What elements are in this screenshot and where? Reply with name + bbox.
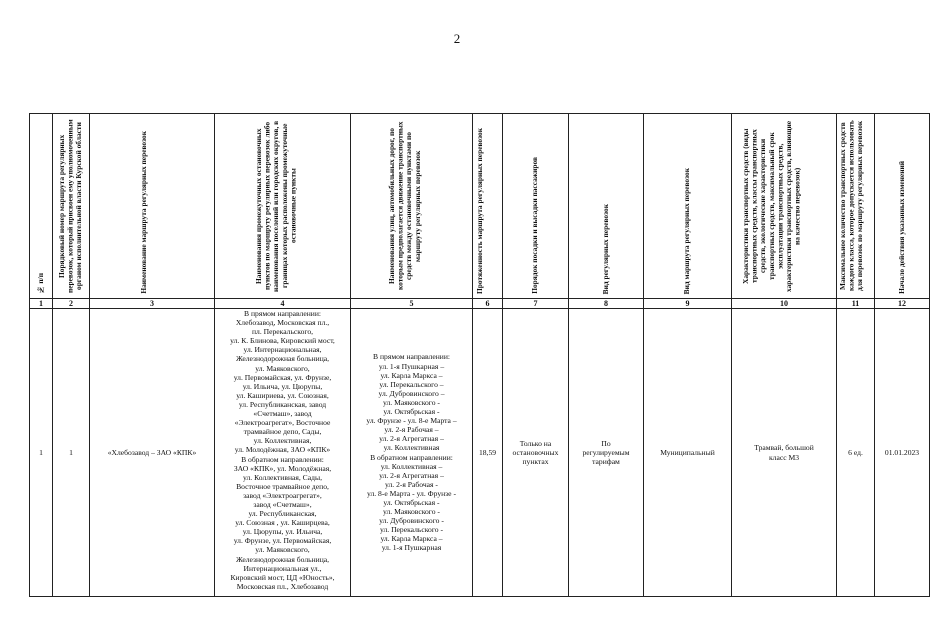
stops-line: пл. Перекальского, (251, 327, 314, 337)
streets-line: ул. Коллективная (383, 443, 440, 453)
stops-line: завод «Электроагрегат», (243, 490, 322, 500)
streets-line: ул. Карла Маркса – (380, 534, 443, 544)
header-cell-3: Наименование маршрута регулярных перевозок (90, 114, 215, 299)
column-number: 3 (90, 299, 215, 309)
streets-line: В прямом направлении: (373, 352, 450, 362)
header-cell-7: Порядок посадки и высадки пассажиров (503, 114, 569, 299)
stops-line: ул. Маяковского, (255, 545, 310, 555)
stops-line: ул. Коллективная, Сады, (243, 472, 322, 482)
stops-line: Железнодорожная больница, (235, 354, 330, 364)
stops-line: ул. Цюрупы, ул. Ильича, (242, 527, 323, 537)
column-number: 7 (503, 299, 569, 309)
header-cell-12: Начало действия указанных изменений (875, 114, 930, 299)
stops-line: ул. К. Блинова, Кировский мост, (230, 336, 335, 346)
column-number: 2 (53, 299, 90, 309)
streets-list (351, 352, 472, 552)
header-cell-5: Наименования улиц, автомобильных дорог, по которым предполагается движение транспортных средств между остановочными пунктами по маршруту регулярных перевозок (351, 114, 473, 299)
stops-line: «Электроагрегат», Восточное (234, 418, 331, 428)
header-cell-8: Вид регулярных перевозок (569, 114, 644, 299)
stops-line: ул. Республиканская, (248, 509, 317, 519)
route-length-cell (473, 309, 503, 597)
stops-line: «Счетмаш», завод (253, 409, 312, 419)
page-number: 2 (453, 31, 461, 46)
stops-cell (215, 309, 351, 597)
stops-line: Восточное трамвайное депо, (236, 481, 329, 491)
column-number-row (30, 299, 930, 309)
stops-line: ул. Кашириева, ул. Союзная, (236, 390, 329, 400)
table-row (30, 309, 930, 597)
stops-line: Железнодорожная больница, (235, 554, 330, 564)
column-number: 5 (351, 299, 473, 309)
stops-line: ул. Первомайская, ул. Фрунзе, (233, 372, 332, 382)
streets-line: ул. Дубровинского - (379, 516, 444, 526)
stops-line: завод «Счетмаш», (253, 499, 312, 509)
transport-kind-cell (569, 309, 644, 597)
header-cell-9: Вид маршрута регулярных перевозок (644, 114, 732, 299)
stops-line: Интернациональная ул., (243, 563, 322, 573)
streets-line: ул. 1-я Пушкарная – (378, 361, 445, 371)
column-number: 8 (569, 299, 644, 309)
column-number: 6 (473, 299, 503, 309)
streets-line: ул. Карла Маркса – (380, 370, 443, 380)
stops-line: Московская пл., Хлебозавод (236, 581, 329, 591)
route-name: «Хлебозавод – ЗАО «КПК» (107, 447, 197, 457)
header-cell-11: Максимальное количество транспортных средств каждого класса, которое допускается использовать для перевозок по маршруту регулярных перевозок (837, 114, 875, 299)
header-cell-10: Характеристики транспортных средств (виды транспортных средств, классы транспортных средств, экологические характеристики транспортных средств, максимальный срок эксплуатации транспортных средств, характеристики транспортных средств, влияющие на качество перевозок) (732, 114, 837, 299)
streets-line: ул. 2-я Рабочая – (384, 425, 439, 435)
header-cell-6: Протяженность маршрута регулярных перевозок (473, 114, 503, 299)
route-number-cell: 1 (53, 309, 90, 597)
streets-cell (351, 309, 473, 597)
boarding-order: Только на остановочных пунктах (512, 438, 559, 467)
transport-kind: По регулируемым тарифам (582, 438, 630, 467)
stops-line: ул. Фрунзе, ул. Первомайская, (233, 536, 332, 546)
stops-line: ул. Республиканская, завод (238, 399, 327, 409)
streets-line: ул. 2-я Агрегатная – (379, 434, 444, 444)
stops-line: ЗАО «КПК», ул. Молодёжная, (233, 463, 332, 473)
streets-line: ул. Октябрьская - (383, 407, 440, 417)
column-number: 4 (215, 299, 351, 309)
route-name-cell (90, 309, 215, 597)
streets-line: ул. Коллективная – (380, 461, 443, 471)
streets-line: В обратном направлении: (370, 452, 453, 462)
row-number-cell: 1 (30, 309, 53, 597)
streets-line: ул. Октябрьская - (383, 497, 440, 507)
stops-line: ул. Молодёжная, ЗАО «КПК» (234, 445, 331, 455)
stops-line: В прямом направлении: (244, 309, 321, 318)
streets-line: ул. Перекальского – (379, 379, 444, 389)
stops-line: ул. Интернациональная, (243, 345, 322, 355)
stops-line: Кировский мост, ЦД «Юность», (230, 572, 335, 582)
stops-line: ул. Коллективная, (253, 436, 312, 446)
header-cell-2: Порядковый номер маршрута регулярных перевозок, который присвоен ему уполномоченным органом исполнительной власти Курской области (53, 114, 90, 299)
stops-line: трамвайное депо, Сады, (243, 427, 322, 437)
stops-line: Хлебозавод, Московская пл., (235, 318, 330, 328)
route-register-table (29, 113, 930, 597)
streets-line: ул. Маяковского - (383, 507, 440, 517)
column-number: 11 (837, 299, 875, 309)
streets-line: ул. Дубровинского – (378, 388, 445, 398)
streets-line: ул. Перекальского - (380, 525, 443, 535)
vehicle-characteristics: Трамвай, большой класс М3 (754, 443, 814, 462)
streets-line: ул. Маяковского - (383, 397, 440, 407)
stops-line: ул. Союзная , ул. Каширцева, (235, 518, 330, 528)
header-cell-4: Наименования промежуточных остановочных пунктов по маршруту регулярных перевозок либо наименования поселений или городских округов, в границах которых расположены промежуточные остановочные пункты (215, 114, 351, 299)
streets-line: ул. 8-е Марта - ул. Фрунзе - (367, 488, 456, 498)
route-length: 18,59 (478, 447, 497, 457)
header-row (30, 114, 930, 299)
header-cell-1: № п/п (30, 114, 53, 299)
stops-line: ул. Ильича, ул. Цюрупы, (242, 381, 323, 391)
stops-list (215, 309, 350, 591)
stops-line: ул. Маяковского, (255, 363, 310, 373)
vehicle-characteristics-cell (732, 309, 837, 597)
column-number: 1 (30, 299, 53, 309)
stops-line: В обратном направлении: (241, 454, 324, 464)
streets-line: ул. 2-я Агрегатная – (379, 470, 444, 480)
column-number: 9 (644, 299, 732, 309)
column-number: 10 (732, 299, 837, 309)
streets-line: ул. 1-я Пушкарная (381, 543, 442, 553)
streets-line: ул. Фрунзе - ул. 8-е Марта – (366, 416, 457, 426)
streets-line: ул. 2-я Рабочая - (385, 479, 438, 489)
route-kind-cell: Муниципальный (644, 309, 732, 597)
max-vehicles-cell: 6 ед. (837, 309, 875, 597)
start-date-cell: 01.01.2023 (875, 309, 930, 597)
column-number: 12 (875, 299, 930, 309)
boarding-cell (503, 309, 569, 597)
